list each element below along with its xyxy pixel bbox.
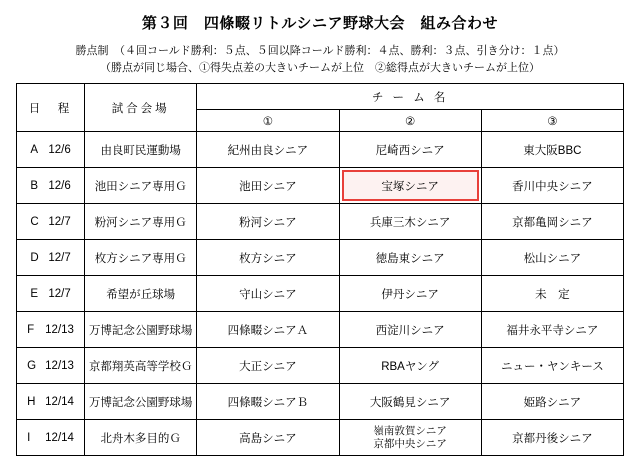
team2-cell <box>339 420 481 456</box>
venue-cell: 万博記念公園野球場 <box>85 384 197 420</box>
row-letter: I <box>27 431 31 444</box>
row-letter: A <box>30 143 39 156</box>
venue-cell: 希望が丘球場 <box>85 276 197 312</box>
header-teams: チ ー ム 名 <box>197 84 624 110</box>
header-date: 日 程 <box>17 84 85 132</box>
team1-cell: 粉河シニア <box>197 204 339 240</box>
document-page <box>0 12 640 469</box>
row-date: 12/14 <box>45 395 74 408</box>
team3-cell: 福井永平寺シニア <box>481 312 623 348</box>
team2-cell: 徳島東シニア <box>339 240 481 276</box>
date-cell <box>17 168 85 204</box>
team3-cell: ニュー・ヤンキース <box>481 348 623 384</box>
date-cell <box>17 348 85 384</box>
table-row <box>17 276 624 312</box>
row-date: 12/6 <box>48 179 71 192</box>
team1-cell: 高島シニア <box>197 420 339 456</box>
team1-cell: 池田シニア <box>197 168 339 204</box>
page-title: 第３回 四條畷リトルシニア野球大会 組み合わせ <box>141 15 499 32</box>
team2-cell: 伊丹シニア <box>339 276 481 312</box>
row-letter: D <box>30 251 39 264</box>
table-row <box>17 348 624 384</box>
venue-cell: 北舟木多目的Ｇ <box>85 420 197 456</box>
table-row <box>17 204 624 240</box>
team3-cell: 京都丹後シニア <box>481 420 623 456</box>
header-team-col-3: ③ <box>481 110 623 132</box>
date-cell <box>17 132 85 168</box>
team2-cell-highlighted <box>339 168 481 204</box>
team2-cell: RBAヤング <box>339 348 481 384</box>
table-row <box>17 420 624 456</box>
venue-cell: 京都翔英高等学校Ｇ <box>85 348 197 384</box>
date-cell <box>17 312 85 348</box>
row-date: 12/7 <box>48 287 71 300</box>
team2-line-2: 京都中央シニア <box>373 437 447 450</box>
venue-cell: 由良町民運動場 <box>85 132 197 168</box>
rules-line-2: （勝点が同じ場合、①得失点差の大きいチームが上位 ②総得点が大きいチームが上位） <box>100 62 540 74</box>
date-cell <box>17 420 85 456</box>
team1-cell: 四條畷シニアＡ <box>197 312 339 348</box>
table-header-row-top <box>17 84 624 110</box>
row-letter: F <box>27 323 35 336</box>
rules-line-1: 勝点制 （４回コールド勝利：５点、５回以降コールド勝利：４点、勝利：３点、引き分け：１点） <box>75 45 565 57</box>
venue-cell: 粉河シニア専用Ｇ <box>85 204 197 240</box>
row-date: 12/14 <box>45 431 74 444</box>
team1-cell: 紀州由良シニア <box>197 132 339 168</box>
row-letter: H <box>27 395 36 408</box>
table-row <box>17 312 624 348</box>
team3-cell: 未 定 <box>481 276 623 312</box>
row-letter: E <box>30 287 39 300</box>
header-venue: 試合会場 <box>85 84 197 132</box>
venue-cell: 池田シニア専用Ｇ <box>85 168 197 204</box>
team1-cell: 枚方シニア <box>197 240 339 276</box>
team3-cell: 松山シニア <box>481 240 623 276</box>
row-date: 12/7 <box>48 215 71 228</box>
header-team-col-2: ② <box>339 110 481 132</box>
team2-cell: 大阪鶴見シニア <box>339 384 481 420</box>
date-cell <box>17 204 85 240</box>
team1-cell: 守山シニア <box>197 276 339 312</box>
venue-cell: 万博記念公園野球場 <box>85 312 197 348</box>
team2-label: 宝塚シニア <box>381 180 439 193</box>
team3-cell: 姫路シニア <box>481 384 623 420</box>
team1-cell: 四條畷シニアＢ <box>197 384 339 420</box>
team3-cell: 香川中央シニア <box>481 168 623 204</box>
team3-cell: 京都亀岡シニア <box>481 204 623 240</box>
team2-line-1: 嶺南敦賀シニア <box>373 424 447 437</box>
row-letter: C <box>30 215 39 228</box>
row-letter: B <box>30 179 39 192</box>
table-row <box>17 384 624 420</box>
row-date: 12/13 <box>45 359 74 372</box>
row-date: 12/6 <box>48 143 71 156</box>
team2-cell: 尼崎西シニア <box>339 132 481 168</box>
row-letter: G <box>27 359 37 372</box>
schedule-table <box>16 83 624 456</box>
date-cell <box>17 276 85 312</box>
date-cell <box>17 384 85 420</box>
row-date: 12/13 <box>45 323 74 336</box>
team3-cell: 東大阪BBC <box>481 132 623 168</box>
table-row <box>17 240 624 276</box>
header-team-col-1: ① <box>197 110 339 132</box>
venue-cell: 枚方シニア専用Ｇ <box>85 240 197 276</box>
table-row <box>17 168 624 204</box>
row-date: 12/7 <box>48 251 71 264</box>
rules-block <box>0 43 640 77</box>
date-cell <box>17 240 85 276</box>
team1-cell: 大正シニア <box>197 348 339 384</box>
table-row <box>17 132 624 168</box>
team2-cell: 兵庫三木シニア <box>339 204 481 240</box>
team2-cell: 西淀川シニア <box>339 312 481 348</box>
